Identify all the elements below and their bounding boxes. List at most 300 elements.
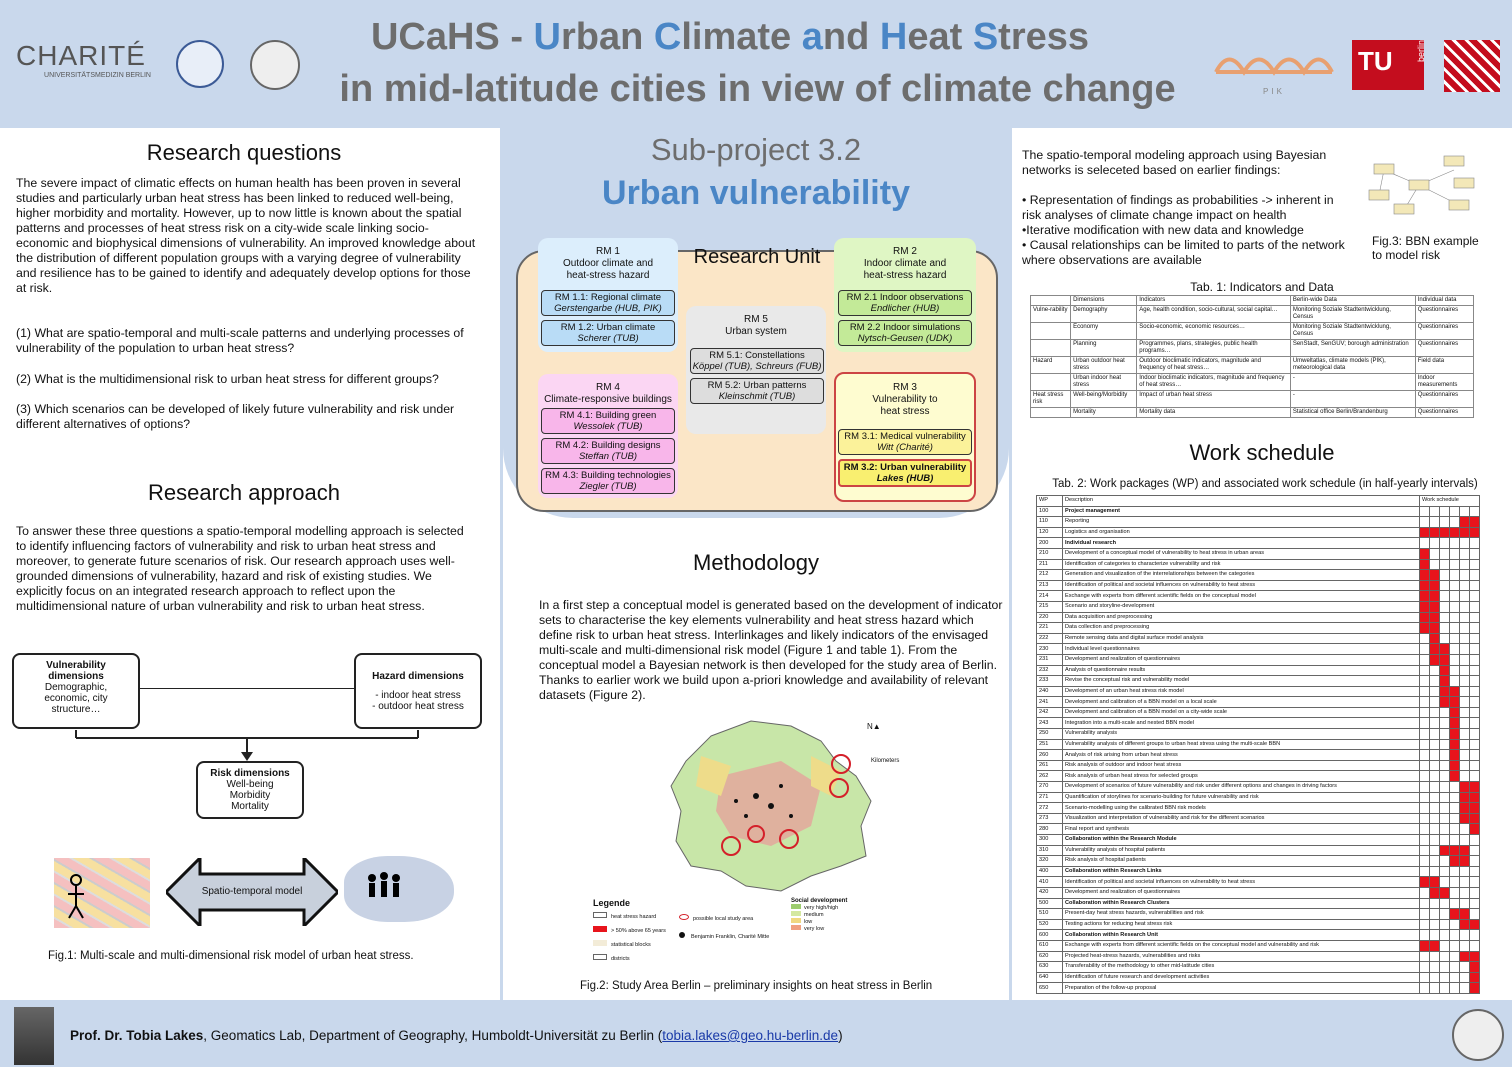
schedule-cell — [1420, 792, 1430, 803]
table-row — [1037, 898, 1480, 909]
wp-number: 220 — [1037, 612, 1063, 623]
table-cell: Monitoring Soziale Stadtentwicklung, Census — [1290, 306, 1415, 323]
schedule-cell — [1450, 517, 1460, 528]
table-cell: Mortality data — [1137, 408, 1291, 418]
wp-description: Vulnerability analysis of hospital patients — [1063, 845, 1420, 856]
wp-number: 270 — [1037, 782, 1063, 793]
wp-description: Transferability of the methodology to other mid-latitude cities — [1063, 962, 1420, 973]
schedule-cell — [1420, 866, 1430, 877]
schedule-cell — [1420, 697, 1430, 708]
table-cell: Questionnaires — [1415, 391, 1473, 408]
schedule-cell — [1430, 898, 1440, 909]
schedule-cell — [1470, 898, 1480, 909]
wp-description: Development and calibration of a BBN model on a city-wide scale — [1063, 707, 1420, 718]
schedule-cell-active — [1460, 909, 1470, 920]
table-row — [1037, 601, 1480, 612]
table-cell: Planning — [1071, 340, 1137, 357]
schedule-cell-active — [1420, 940, 1430, 951]
schedule-cell — [1470, 887, 1480, 898]
schedule-cell — [1450, 962, 1460, 973]
table-row — [1031, 340, 1474, 357]
wp-description: Risk analysis of urban heat stress for selected groups — [1063, 771, 1420, 782]
table-2-title: Tab. 2: Work packages (WP) and associated work schedule (in half-yearly intervals) — [1052, 478, 1478, 490]
table-cell: Vulne-rability — [1031, 306, 1071, 323]
schedule-cell — [1460, 835, 1470, 846]
wp-description: Exchange with experts from different scientific fields on the conceptual model and vulnerability and risk — [1063, 940, 1420, 951]
schedule-cell — [1450, 506, 1460, 517]
schedule-cell — [1470, 877, 1480, 888]
schedule-cell-active — [1430, 601, 1440, 612]
table-row — [1037, 972, 1480, 983]
schedule-cell — [1430, 771, 1440, 782]
schedule-cell — [1420, 538, 1430, 549]
wp-description: Collaboration within Research Clusters — [1063, 898, 1420, 909]
table-row — [1037, 803, 1480, 814]
schedule-cell-active — [1440, 644, 1450, 655]
table-cell: - — [1290, 391, 1415, 408]
schedule-cell — [1440, 835, 1450, 846]
schedule-cell — [1430, 665, 1440, 676]
poster-subtitle: in mid-latitude cities in view of climate change — [339, 68, 1176, 110]
udk-logo — [1444, 40, 1500, 92]
author-email-link[interactable]: tobia.lakes@geo.hu-berlin.de — [662, 1028, 839, 1043]
wp-description: Identification of categories to characterize vulnerability and risk — [1063, 559, 1420, 570]
rm52-box: RM 5.2: Urban patterns Kleinschmit (TUB) — [690, 378, 824, 404]
schedule-cell — [1460, 760, 1470, 771]
table-row — [1037, 517, 1480, 528]
schedule-cell — [1460, 940, 1470, 951]
schedule-cell-active — [1440, 654, 1450, 665]
wp-description: Development and realization of questionnaires — [1063, 887, 1420, 898]
table-row — [1037, 771, 1480, 782]
schedule-cell — [1420, 739, 1430, 750]
schedule-cell-active — [1450, 760, 1460, 771]
table-cell — [1031, 408, 1071, 418]
table-row — [1037, 951, 1480, 962]
table-row — [1031, 374, 1474, 391]
schedule-cell — [1460, 644, 1470, 655]
wp-description: Generation and visualization of the interrelationships between the categories — [1063, 570, 1420, 581]
table-row — [1037, 792, 1480, 803]
rm32-box: RM 3.2: Urban vulnerability Lakes (HUB) — [838, 459, 972, 487]
schedule-cell — [1460, 686, 1470, 697]
wp-description: Individual research — [1063, 538, 1420, 549]
schedule-cell — [1470, 633, 1480, 644]
schedule-cell — [1420, 898, 1430, 909]
schedule-cell-active — [1450, 739, 1460, 750]
table-row — [1037, 835, 1480, 846]
table-cell: Monitoring Soziale Stadtentwicklung, Census — [1290, 323, 1415, 340]
table-cell: Questionnaires — [1415, 340, 1473, 357]
wp-description: Identification of future research and development activities — [1063, 972, 1420, 983]
schedule-cell — [1460, 591, 1470, 602]
schedule-cell-active — [1430, 570, 1440, 581]
table-row — [1031, 323, 1474, 340]
wp-number: 262 — [1037, 771, 1063, 782]
schedule-cell-active — [1420, 591, 1430, 602]
schedule-cell — [1440, 856, 1450, 867]
schedule-cell-active — [1430, 877, 1440, 888]
rm51-box: RM 5.1: Constellations Köppel (TUB), Schreurs (FUB) — [690, 348, 824, 374]
schedule-cell — [1450, 782, 1460, 793]
schedule-cell — [1450, 983, 1460, 994]
table-row — [1037, 760, 1480, 771]
schedule-cell — [1450, 866, 1460, 877]
table-cell: Socio-economic, economic resources… — [1137, 323, 1291, 340]
schedule-cell — [1420, 919, 1430, 930]
table-row — [1037, 887, 1480, 898]
schedule-cell — [1440, 517, 1450, 528]
wp-number: 110 — [1037, 517, 1063, 528]
schedule-cell — [1450, 792, 1460, 803]
pik-bridge-icon — [1214, 42, 1334, 82]
table-row — [1031, 306, 1474, 323]
table-cell: Questionnaires — [1415, 306, 1473, 323]
schedule-cell — [1430, 835, 1440, 846]
schedule-cell-active — [1440, 686, 1450, 697]
schedule-cell — [1420, 909, 1430, 920]
schedule-cell — [1440, 739, 1450, 750]
table-row — [1037, 940, 1480, 951]
schedule-cell — [1440, 951, 1450, 962]
schedule-cell — [1450, 824, 1460, 835]
schedule-cell-active — [1420, 580, 1430, 591]
schedule-cell-active — [1420, 559, 1430, 570]
wp-description: Quantification of storylines for scenario-building for future vulnerability and risk — [1063, 792, 1420, 803]
table-cell: Urban outdoor heat stress — [1071, 357, 1137, 374]
table-row — [1037, 644, 1480, 655]
schedule-cell-active — [1470, 824, 1480, 835]
table-row — [1037, 665, 1480, 676]
schedule-cell — [1460, 983, 1470, 994]
wp-description: Analysis of questionnaire results — [1063, 665, 1420, 676]
schedule-cell — [1420, 707, 1430, 718]
schedule-cell — [1440, 580, 1450, 591]
wp-description: Data acquisition and preprocessing — [1063, 612, 1420, 623]
schedule-cell — [1470, 707, 1480, 718]
schedule-cell — [1420, 835, 1430, 846]
table-cell: Impact of urban heat stress — [1137, 391, 1291, 408]
risk-dimensions-box: Risk dimensions Well-being Morbidity Mortality — [196, 761, 304, 819]
table-1-title: Tab. 1: Indicators and Data — [1190, 280, 1334, 294]
schedule-cell — [1470, 601, 1480, 612]
schedule-cell — [1450, 835, 1460, 846]
schedule-cell-active — [1430, 644, 1440, 655]
schedule-cell-active — [1470, 527, 1480, 538]
schedule-cell — [1450, 538, 1460, 549]
wp-number: 260 — [1037, 750, 1063, 761]
schedule-cell — [1470, 570, 1480, 581]
schedule-cell-active — [1440, 697, 1450, 708]
schedule-cell — [1470, 623, 1480, 634]
schedule-cell-active — [1440, 845, 1450, 856]
schedule-cell — [1470, 729, 1480, 740]
hu-seal-footer-icon — [1452, 1009, 1504, 1061]
wp-number: 520 — [1037, 919, 1063, 930]
table-row — [1037, 845, 1480, 856]
wp-description: Vulnerability analysis — [1063, 729, 1420, 740]
wp-description: Scenario-modelling using the calibrated BBN risk models — [1063, 803, 1420, 814]
table-cell — [1031, 323, 1071, 340]
schedule-cell-active — [1470, 983, 1480, 994]
schedule-cell — [1420, 930, 1430, 941]
table-row — [1037, 824, 1480, 835]
charite-logo: CHARITÉ UNIVERSITÄTSMEDIZIN BERLIN — [16, 40, 151, 79]
schedule-cell — [1460, 972, 1470, 983]
hazard-dimensions-box: Hazard dimensions - indoor heat stress - outdoor heat stress — [354, 653, 482, 729]
wp-description: Collaboration within the Research Module — [1063, 835, 1420, 846]
schedule-cell — [1420, 633, 1430, 644]
schedule-cell — [1450, 877, 1460, 888]
schedule-cell-active — [1450, 686, 1460, 697]
schedule-cell — [1430, 707, 1440, 718]
wp-description: Development of a conceptual model of vulnerability to heat stress in urban areas — [1063, 548, 1420, 559]
schedule-cell — [1450, 940, 1460, 951]
schedule-cell — [1440, 729, 1450, 740]
bbn-bullet-2: •Iterative modification with new data and knowledge — [1022, 223, 1304, 237]
schedule-cell — [1420, 760, 1430, 771]
schedule-cell — [1460, 887, 1470, 898]
research-unit-label: Research Unit — [693, 246, 821, 268]
schedule-cell — [1450, 644, 1460, 655]
schedule-cell — [1470, 580, 1480, 591]
schedule-cell — [1440, 707, 1450, 718]
schedule-cell — [1440, 930, 1450, 941]
schedule-cell-active — [1450, 771, 1460, 782]
group-icon — [344, 856, 454, 922]
schedule-cell — [1460, 601, 1470, 612]
schedule-cell — [1440, 909, 1450, 920]
schedule-cell — [1440, 824, 1450, 835]
schedule-cell — [1450, 803, 1460, 814]
schedule-cell — [1450, 951, 1460, 962]
middle-panel — [503, 128, 1009, 1000]
schedule-cell-active — [1430, 654, 1440, 665]
schedule-cell — [1460, 676, 1470, 687]
wp-description: Final report and synthesis — [1063, 824, 1420, 835]
wp-description: Development of an urban heat stress risk model — [1063, 686, 1420, 697]
poster-title: UCaHS - Urban Climate and Heat Stress — [370, 16, 1090, 58]
table-row — [1037, 697, 1480, 708]
wp-number: 120 — [1037, 527, 1063, 538]
schedule-cell — [1440, 601, 1450, 612]
schedule-cell — [1460, 824, 1470, 835]
table-cell: - — [1290, 374, 1415, 391]
rm12-box: RM 1.2: Urban climate Scherer (TUB) — [541, 320, 675, 346]
schedule-cell — [1440, 548, 1450, 559]
schedule-cell — [1440, 813, 1450, 824]
schedule-cell-active — [1430, 940, 1440, 951]
schedule-cell — [1430, 548, 1440, 559]
table-row — [1037, 623, 1480, 634]
schedule-cell-active — [1470, 919, 1480, 930]
wp-number: 211 — [1037, 559, 1063, 570]
table-row — [1037, 930, 1480, 941]
table-cell: Berlin-wide Data — [1290, 296, 1415, 306]
table-cell: Questionnaires — [1415, 408, 1473, 418]
wp-description: Development of scenarios of future vulnerability and risk under different options and changes in driving factors — [1063, 782, 1420, 793]
rm43-box: RM 4.3: Building technologies Ziegler (TUB) — [541, 468, 675, 494]
wp-number: 250 — [1037, 729, 1063, 740]
schedule-cell — [1430, 538, 1440, 549]
table-cell: Heat stress risk — [1031, 391, 1071, 408]
wp-description: Risk analysis of hospital patients — [1063, 856, 1420, 867]
schedule-cell — [1430, 729, 1440, 740]
table-row — [1037, 633, 1480, 644]
wp-description: Scenario and storyline-development — [1063, 601, 1420, 612]
table-row — [1037, 909, 1480, 920]
schedule-cell — [1450, 570, 1460, 581]
figure-2-caption: Fig.2: Study Area Berlin – preliminary insights on heat stress in Berlin — [580, 980, 933, 992]
schedule-cell-active — [1440, 527, 1450, 538]
schedule-cell — [1450, 919, 1460, 930]
schedule-cell-active — [1450, 729, 1460, 740]
table-header-row — [1037, 496, 1480, 507]
wp-number: 310 — [1037, 845, 1063, 856]
wp-number: 231 — [1037, 654, 1063, 665]
schedule-cell — [1420, 517, 1430, 528]
wp-description: Reporting — [1063, 517, 1420, 528]
schedule-cell — [1430, 856, 1440, 867]
schedule-cell — [1440, 591, 1450, 602]
schedule-cell — [1440, 877, 1450, 888]
schedule-cell — [1450, 654, 1460, 665]
table-row — [1037, 782, 1480, 793]
footer — [0, 1003, 1512, 1067]
schedule-cell — [1440, 559, 1450, 570]
wp-description: Collaboration within Research Links — [1063, 866, 1420, 877]
schedule-cell — [1440, 866, 1450, 877]
wp-number: 215 — [1037, 601, 1063, 612]
methodology-title: Methodology — [693, 550, 819, 575]
schedule-cell — [1470, 845, 1480, 856]
wp-description: Development and realization of questionnaires — [1063, 654, 1420, 665]
schedule-cell-active — [1420, 877, 1430, 888]
table-row — [1037, 676, 1480, 687]
wp-number: 100 — [1037, 506, 1063, 517]
schedule-cell — [1470, 548, 1480, 559]
table-row — [1037, 866, 1480, 877]
schedule-cell-active — [1470, 803, 1480, 814]
schedule-cell-active — [1420, 570, 1430, 581]
berlin-scale-map-icon — [344, 856, 454, 922]
rm22-box: RM 2.2 Indoor simulations Nytsch-Geusen (UDK) — [838, 320, 972, 346]
question-1: (1) What are spatio-temporal and multi-scale patterns and underlying processes of vulnerability of the population to urban heat stress? — [16, 326, 464, 355]
wp-number: 232 — [1037, 665, 1063, 676]
schedule-cell — [1450, 813, 1460, 824]
schedule-cell — [1460, 877, 1470, 888]
table-cell: Urban indoor heat stress — [1071, 374, 1137, 391]
rm4-box: RM 4 Climate-responsive buildings — [538, 374, 678, 498]
table-row — [1037, 654, 1480, 665]
table-cell: Umweltatlas, climate models (PIK), meteorological data — [1290, 357, 1415, 374]
schedule-cell — [1430, 919, 1440, 930]
schedule-cell — [1470, 856, 1480, 867]
wp-number: 243 — [1037, 718, 1063, 729]
schedule-cell — [1440, 718, 1450, 729]
schedule-cell — [1430, 813, 1440, 824]
schedule-cell — [1450, 548, 1460, 559]
research-questions-title: Research questions — [146, 140, 342, 165]
schedule-cell-active — [1430, 633, 1440, 644]
scale-bar: Kilometers — [871, 758, 900, 764]
schedule-cell — [1420, 856, 1430, 867]
schedule-cell — [1470, 930, 1480, 941]
wp-number: 630 — [1037, 962, 1063, 973]
schedule-cell-active — [1470, 782, 1480, 793]
schedule-cell — [1420, 686, 1430, 697]
schedule-cell-active — [1470, 951, 1480, 962]
schedule-cell — [1470, 644, 1480, 655]
wp-number: 410 — [1037, 877, 1063, 888]
table-row — [1037, 739, 1480, 750]
schedule-cell — [1450, 559, 1460, 570]
schedule-cell-active — [1460, 845, 1470, 856]
schedule-cell — [1420, 506, 1430, 517]
schedule-cell — [1450, 633, 1460, 644]
wp-number: 241 — [1037, 697, 1063, 708]
table-row — [1037, 612, 1480, 623]
schedule-cell — [1470, 676, 1480, 687]
tu-berlin-logo: TU — [1352, 40, 1424, 90]
author-photo — [14, 1007, 54, 1065]
schedule-cell — [1450, 591, 1460, 602]
wp-description: Identification of political and societal influences on vulnerability to heat stress — [1063, 580, 1420, 591]
schedule-cell — [1470, 760, 1480, 771]
schedule-cell — [1450, 665, 1460, 676]
wp-number: 273 — [1037, 813, 1063, 824]
table-row — [1037, 962, 1480, 973]
schedule-cell-active — [1430, 612, 1440, 623]
table-cell: SenStadt, SenGUV; borough administration — [1290, 340, 1415, 357]
vulnerability-dimensions-box: Vulnerability dimensions Demographic, economic, city structure… — [12, 653, 140, 729]
schedule-cell — [1460, 559, 1470, 570]
table-row — [1037, 548, 1480, 559]
schedule-cell-active — [1460, 951, 1470, 962]
wp-number: 400 — [1037, 866, 1063, 877]
table-row — [1037, 983, 1480, 994]
schedule-cell — [1440, 612, 1450, 623]
schedule-cell — [1460, 548, 1470, 559]
table-row — [1037, 686, 1480, 697]
schedule-cell-active — [1460, 919, 1470, 930]
right-panel — [1012, 128, 1512, 1000]
schedule-cell-active — [1430, 623, 1440, 634]
schedule-cell — [1460, 612, 1470, 623]
table-row — [1037, 591, 1480, 602]
wp-number: 600 — [1037, 930, 1063, 941]
work-schedule-table — [1036, 495, 1480, 994]
wp-number: 210 — [1037, 548, 1063, 559]
schedule-cell — [1450, 930, 1460, 941]
hu-seal-icon — [250, 40, 300, 90]
rm2-box: RM 2 Indoor climate and heat-stress hazard — [834, 238, 976, 352]
wp-description: Analysis of risk arising from urban heat stress — [1063, 750, 1420, 761]
wp-number: 213 — [1037, 580, 1063, 591]
schedule-cell — [1470, 612, 1480, 623]
schedule-cell — [1460, 962, 1470, 973]
header: CHARITÉ UNIVERSITÄTSMEDIZIN BERLIN UCaHS - Urban Climate and Heat Stress in mid-latitude cities in view of climate change PIK TU berlin — [0, 0, 1512, 126]
table-row — [1037, 750, 1480, 761]
schedule-cell — [1460, 718, 1470, 729]
schedule-cell-active — [1470, 517, 1480, 528]
schedule-cell — [1470, 866, 1480, 877]
schedule-cell-active — [1430, 580, 1440, 591]
schedule-cell — [1430, 676, 1440, 687]
schedule-cell — [1470, 909, 1480, 920]
schedule-cell — [1440, 771, 1450, 782]
schedule-cell-active — [1450, 909, 1460, 920]
